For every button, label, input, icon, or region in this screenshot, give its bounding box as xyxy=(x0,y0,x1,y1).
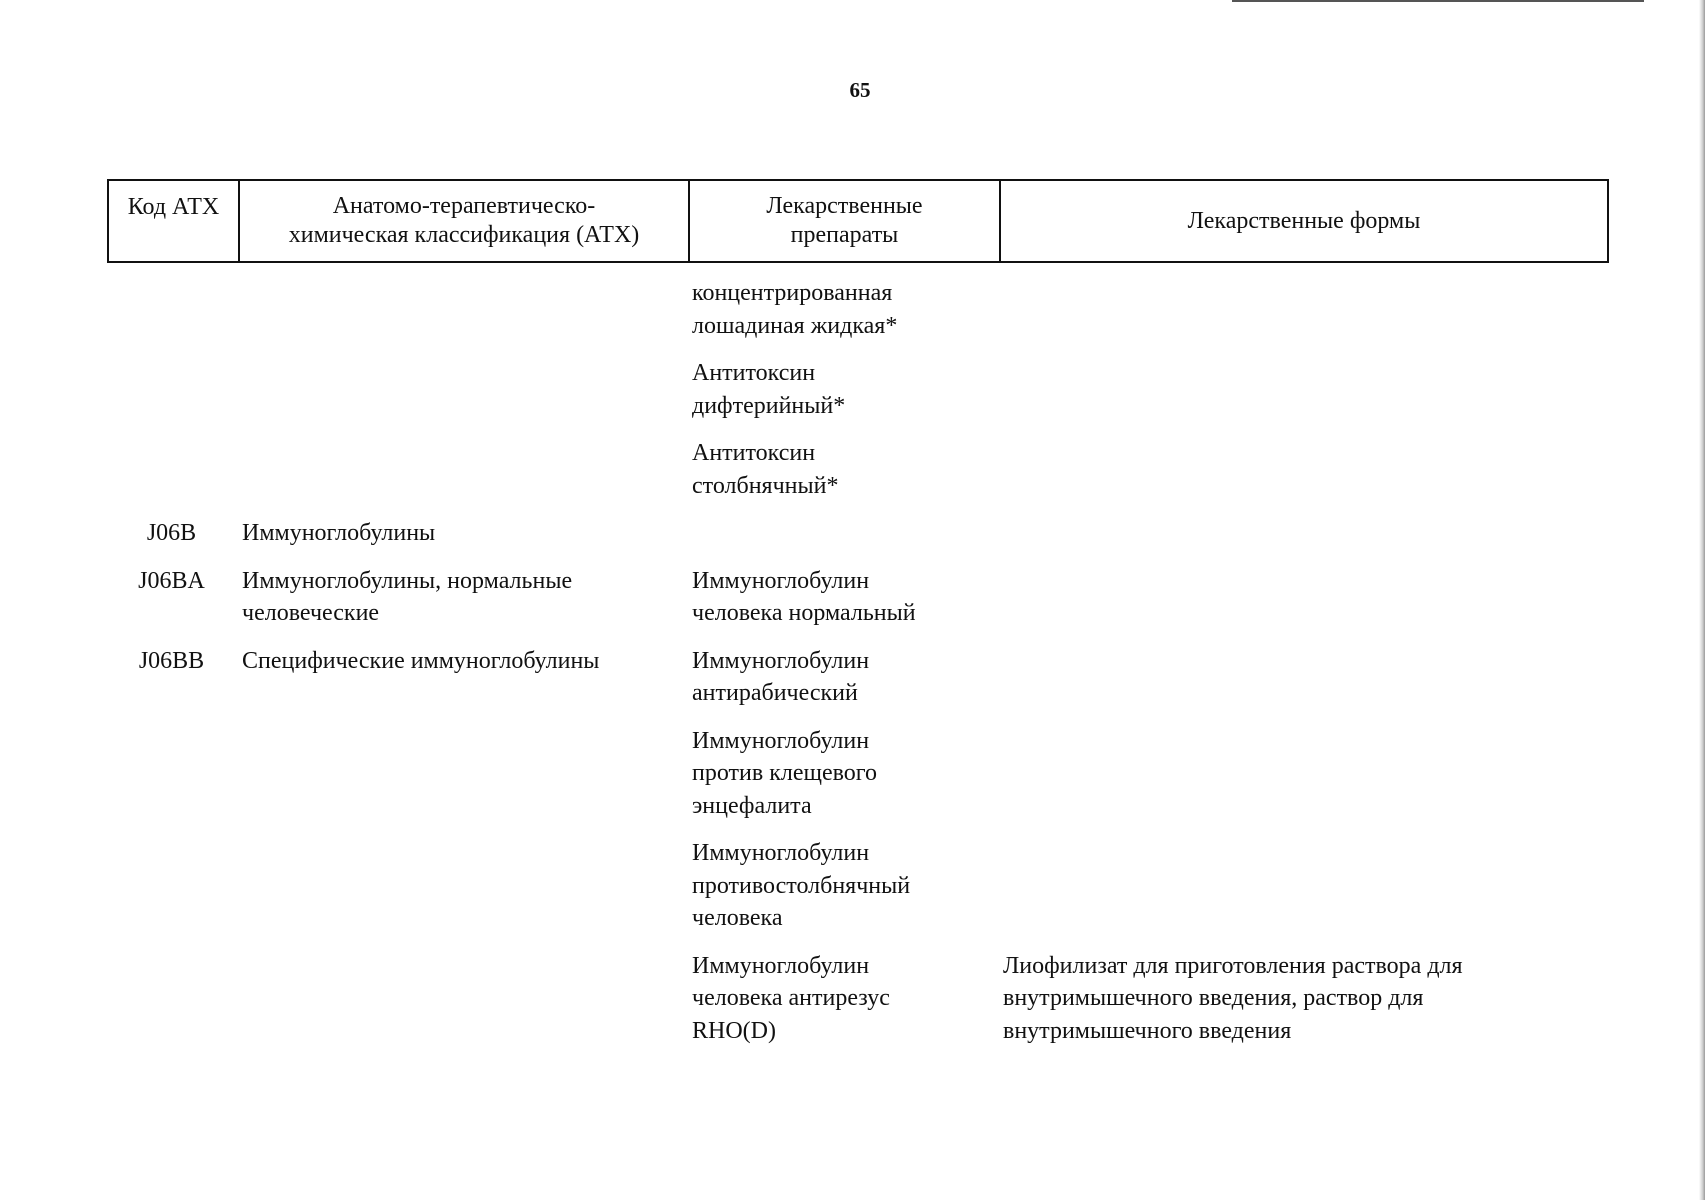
table-row xyxy=(107,437,1609,502)
header-code: Код АТХ xyxy=(127,194,220,220)
top-rule-line xyxy=(1232,0,1644,2)
cell-drug: Иммуноглобулин человека нормальный xyxy=(692,567,916,626)
cell-form xyxy=(997,837,1609,935)
table-row xyxy=(107,950,1609,1048)
cell-code xyxy=(107,725,236,823)
cell-classification xyxy=(236,950,686,1048)
cell-code xyxy=(107,277,236,342)
cell-form xyxy=(997,645,1609,710)
cell-drug: Иммуноглобулин против клещевого энцефалита xyxy=(692,727,878,819)
cell-classification xyxy=(236,277,686,342)
cell-classification xyxy=(236,837,686,935)
table-header xyxy=(107,179,1609,263)
table-row xyxy=(107,517,1609,550)
cell-classification: Иммуноглобулины, нормальные человеческие xyxy=(242,567,573,626)
cell-drug: Иммуноглобулин человека антирезус RHO(D) xyxy=(692,952,890,1044)
cell-classification xyxy=(236,357,686,422)
cell-form xyxy=(997,565,1609,630)
table-row xyxy=(107,565,1609,630)
cell-code: J06BA xyxy=(138,567,205,594)
cell-classification: Специфические иммуноглобулины xyxy=(242,647,600,674)
cell-classification: Иммуноглобулины xyxy=(242,520,436,546)
cell-drug: Иммуноглобулин антирабический xyxy=(692,647,870,706)
page-number: 65 xyxy=(849,78,871,102)
cell-code: J06BB xyxy=(138,647,205,674)
cell-code xyxy=(107,437,236,502)
cell-form xyxy=(997,517,1609,550)
cell-code: J06B xyxy=(146,520,197,546)
cell-form xyxy=(997,277,1609,342)
header-classification: Анатомо-терапевтическо- химическая классификация (АТХ) xyxy=(238,181,688,261)
cell-drug: Антитоксин дифтерийный* xyxy=(692,360,846,419)
table-row xyxy=(107,277,1609,342)
header-forms: Лекарственные формы xyxy=(999,181,1607,261)
table-row xyxy=(107,725,1609,823)
cell-form: Лиофилизат для приготовления раствора для внутримышечного введения, раствор для внутримышечного введения xyxy=(1003,952,1463,1044)
cell-classification xyxy=(236,437,686,502)
cell-drug: концентрированная лошадиная жидкая* xyxy=(692,280,898,339)
table-body xyxy=(107,277,1609,1062)
cell-code xyxy=(107,950,236,1048)
cell-drug xyxy=(686,517,997,550)
cell-code xyxy=(107,357,236,422)
header-drugs: Лекарственные препараты xyxy=(688,181,999,261)
cell-code xyxy=(107,837,236,935)
table-row xyxy=(107,357,1609,422)
table-row xyxy=(107,645,1609,710)
cell-form xyxy=(997,357,1609,422)
cell-form xyxy=(997,725,1609,823)
table-row xyxy=(107,837,1609,935)
scan-edge-shadow xyxy=(1699,0,1705,1200)
cell-drug: Иммуноглобулин противостолбнячный человека xyxy=(692,840,911,931)
cell-drug: Антитоксин столбнячный* xyxy=(692,440,839,499)
cell-form xyxy=(997,437,1609,502)
cell-classification xyxy=(236,725,686,823)
